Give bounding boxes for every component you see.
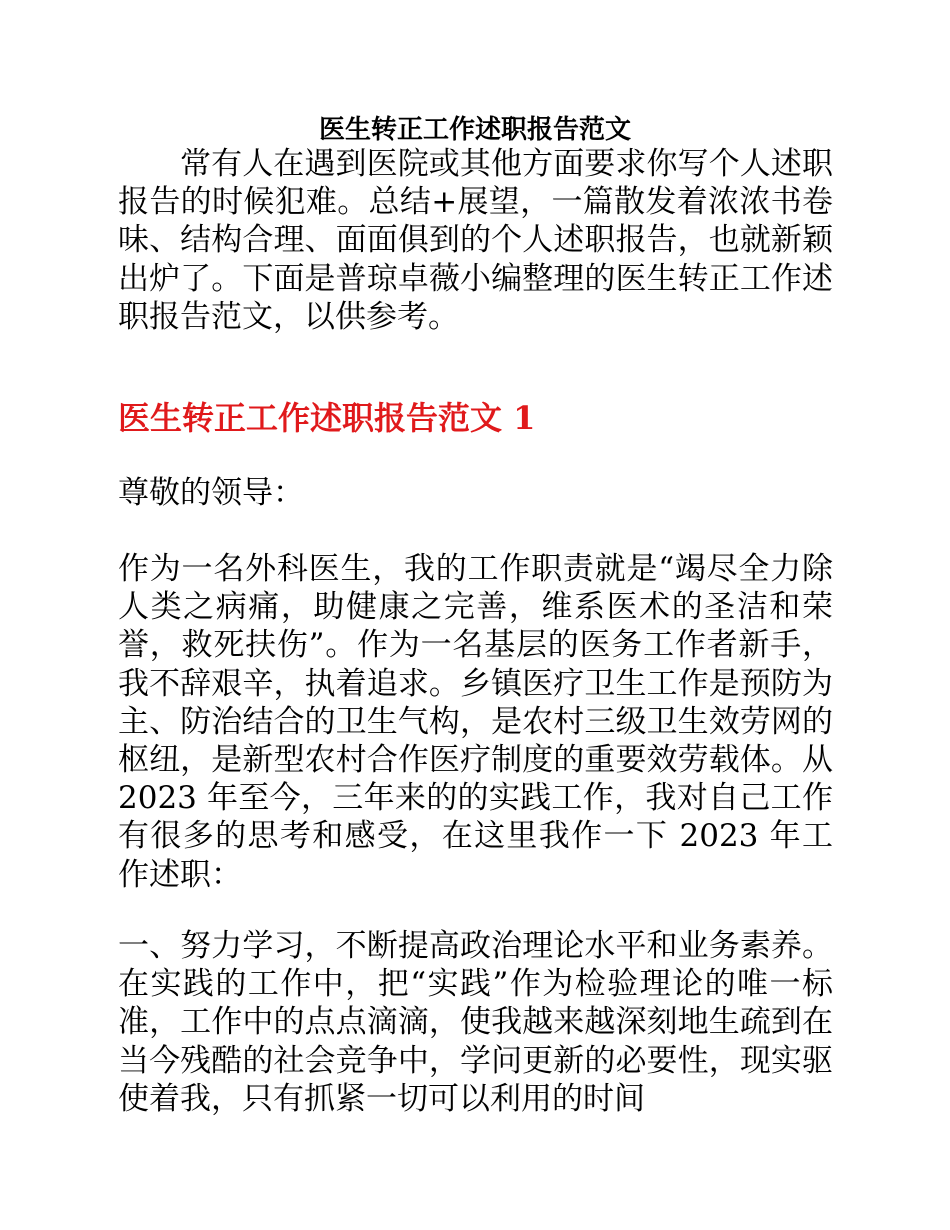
body-paragraph-2: 一、努力学习，不断提高政治理论水平和业务素养。在实践的工作中，把“实践”作为检验理论的唯一标准，工作中的点点滴滴，使我越来越深刻地生疏到在当今残酷的社会竞争中，学问更新的必要性，现实驱使着我，只有抓紧一切可以利用的时间 bbox=[118, 928, 833, 1117]
salutation: 尊敬的领导： bbox=[118, 475, 304, 511]
intro-paragraph: 常有人在遇到医院或其他方面要求你写个人述职报告的时候犯难。总结+展望，一篇散发着浓浓书卷味、结构合理、面面俱到的个人述职报告，也就新颖出炉了。下面是普琼卓薇小编整理的医生转正工作述职报告范文，以供参考。 bbox=[118, 146, 833, 335]
body-paragraph-1: 作为一名外科医生，我的工作职责就是“竭尽全力除人类之病痛，助健康之完善，维系医术的圣洁和荣誉，救死扶伤”。作为一名基层的医务工作者新手，我不辞艰辛，执着追求。乡镇医疗卫生工作是预防为主、防治结合的卫生气构，是农村三级卫生效劳网的枢纽，是新型农村合作医疗制度的重要效劳载体。从 2023 年至今，三年来的的实践工作，我对自己工作有很多的思考和感受，在这里我作一下 2023 年工作述职： bbox=[118, 551, 833, 893]
section-heading: 医生转正工作述职报告范文 1 bbox=[118, 399, 536, 437]
document-title: 医生转正工作述职报告范文 bbox=[318, 115, 631, 145]
